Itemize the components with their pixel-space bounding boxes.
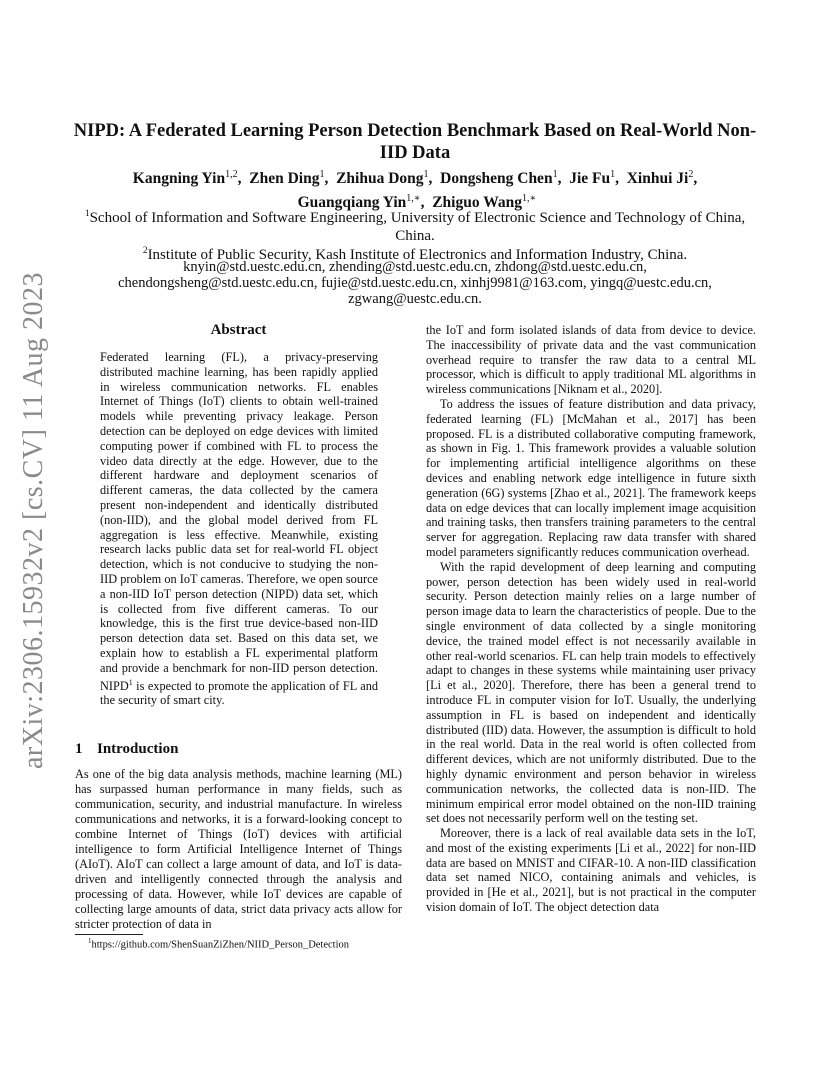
abstract-body: Federated learning (FL), a privacy-preserving distributed machine learning, has been rapidly applied in wireless communication networks. FL enables Internet of Things (IoT) clients to obtain well-trained models while preventing privacy leakage. Person detection can be deployed on edge devices with limited computing power if combined with FL to process the video data directly at the edge. However, due to the different hardware and deployment scenarios of different cameras, the data collected by the camera present non-independent and identically distributed (non-IID), and the global model derived from FL aggregation is less effective. Meanwhile, existing research lacks public data set for real-world FL object detection, which is not conducive to studying the non-IID problem on IoT cameras. Therefore, we open source a non-IID IoT person detection (NIPD) data set, which is collected from five different cameras. To our knowledge, this is the first true device-based non-IID person detection data set. Based on this data set, we explain how to establish a FL experimental platform and provide a benchmark for non-IID person detection. NIPD	[100, 350, 378, 693]
author-name: Jie Fu	[569, 170, 611, 188]
author-name: Xinhui Ji	[626, 170, 689, 188]
author-name: Zhihua Dong	[336, 170, 424, 188]
author-name: Guangqiang Yin	[297, 194, 407, 212]
section-title: Introduction	[97, 741, 179, 757]
author-affiliation-mark: 1	[319, 169, 325, 180]
footnote	[88, 937, 349, 951]
right-column	[426, 323, 756, 915]
author-affiliation-mark: 1,∗	[406, 193, 421, 205]
paragraph: With the rapid development of deep learning and computing power, person detection has been widely used in real-world security. Person detection mainly relies on a large number of person image data to learn the characteristics of people. Due to the single environment of data collected by a single monitoring device, the trained model effect is not necessarily available in other real-world scenarios. FL can help train models to effectively adapt to changes in these systems while maintaining user privacy [Li et al., 2020]. Therefore, there has been a general trend to introduce FL in computer vision for IoT. Usually, the underlying assumption in FL is based on independent and identically distributed (IID) data. However, the assumption is difficult to hold in the real world. Data in the real world is often collected from different devices, which are not uniformly distributed. Due to the highly dynamic environment and person behavior in wireless communication networks, the collected data is non-IID. The minimum empirical error model obtained on the non-IID training set does not necessarily perform well on the testing set.	[426, 559, 756, 826]
author-affiliation-mark: 1	[423, 169, 429, 180]
paragraph: To address the issues of feature distribution and data privacy, federated learning (FL) [McMahan et al., 2017] has been proposed. FL is a distributed collaborative computing framework, as shown in Fig. 1. This framework provides a valuable solution for implementing artificial intelligence algorithms on these devices and enabling network edge intelligence in future sixth generation (6G) systems [Zhao et al., 2021]. The framework keeps data on edge devices that can locally implement image acquisition and training tasks, then transfers training parameters to the central server for aggregation. Replacing raw data transfer with shared model parameters significantly reduces communication overhead.	[426, 396, 756, 559]
footnote-mark: 1	[88, 937, 92, 945]
author-emails	[70, 259, 760, 307]
section-number: 1	[75, 741, 83, 757]
author-name: Zhiguo Wang	[432, 194, 522, 212]
footnote-divider	[75, 934, 143, 935]
abstract-body-end: is expected to promote the application of FL and the security of smart city.	[100, 678, 378, 708]
email-line: knyin@std.uestc.edu.cn, zhending@std.uestc.edu.cn, zhdong@std.uestc.edu.cn,	[183, 259, 647, 275]
author-affiliation-mark: 1,∗	[521, 193, 537, 205]
paragraph: the IoT and form isolated islands of data from device to device. The inaccessibility of private data and the vast communication overhead require to transfer the raw data to a central ML processor, which is difficult to apply traditional ML algorithms in wireless communications [Niknam et al., 2020].	[426, 323, 756, 397]
author-name: Dongsheng Chen	[440, 170, 553, 188]
arxiv-identifier: arXiv:2306.15932v2 [cs.CV] 11 Aug 2023	[18, 271, 49, 770]
footnote-mark: 1	[128, 677, 133, 687]
affiliation-text: Institute of Public Security, Kash Institute of Electronics and Information Industry, China.	[147, 247, 688, 263]
email-line: zgwang@uestc.edu.cn.	[348, 291, 482, 307]
author-affiliation-mark: 1,2	[225, 169, 238, 180]
abstract-text	[100, 350, 378, 708]
section-heading-introduction	[75, 741, 178, 758]
affiliation-mark: 1	[84, 209, 90, 219]
author-name: Kangning Yin	[132, 170, 226, 188]
paragraph: Moreover, there is a lack of real available data sets in the IoT, and most of the existing experiments [Li et al., 2022] for non-IID data are based on MNIST and CIFAR-10. A non-IID classification data set named NICO, containing animals and vehicles, is provided in [He et al., 2021], but is not practical in the computer vision domain of IoT. The object detection data	[426, 826, 756, 915]
author-name: Zhen Ding	[249, 170, 320, 188]
affiliation-1	[70, 205, 760, 245]
email-line: chendongsheng@std.uestc.edu.cn, fujie@std.uestc.edu.cn, xinhj9981@163.com, yingq@uestc.edu.cn,	[118, 275, 712, 291]
author-affiliation-mark: 2	[688, 169, 694, 180]
abstract-heading: Abstract	[210, 322, 267, 338]
author-affiliation-mark: 1	[610, 169, 616, 180]
author-list: Kangning Yin$^{1,2}$, Zhen Ding$^1$, Zhihua Dong$^1$, Dongsheng Chen$^1$, Jie Fu$^1$, Xinhui Ji$^2$, Guangqiang Yin$^{1,∗}$, Zhiguo Wang$^{1,∗}$	[132, 169, 698, 212]
introduction-paragraph: As one of the big data analysis methods, machine learning (ML) has surpassed human performance in many fields, such as communication, security, and industrial manufacture. In wireless communications and networks, it is a forward-looking concept to combine Internet of Things (IoT) devices with artificial intelligence to form Artificial Intelligence Internet of Things (AIoT). AIoT can collect a large amount of data, and IoT is data-driven and intelligently connected through the analysis and processing of data. However, while IoT devices are capable of collecting large amounts of data, strict data privacy acts allow for stricter protection of data in	[75, 767, 402, 931]
affiliation-mark: 2	[142, 246, 148, 256]
footnote-link[interactable]: https://github.com/ShenSuanZiZhen/NIID_Person_Detection	[91, 939, 350, 951]
author-affiliation-mark: 1	[552, 169, 558, 180]
paper-title: NIPD: A Federated Learning Person Detection Benchmark Based on Real-World Non-IID Data	[73, 121, 757, 163]
affiliation-text: School of Information and Software Engineering, University of Electronic Science and Technology of China, China.	[89, 210, 746, 244]
